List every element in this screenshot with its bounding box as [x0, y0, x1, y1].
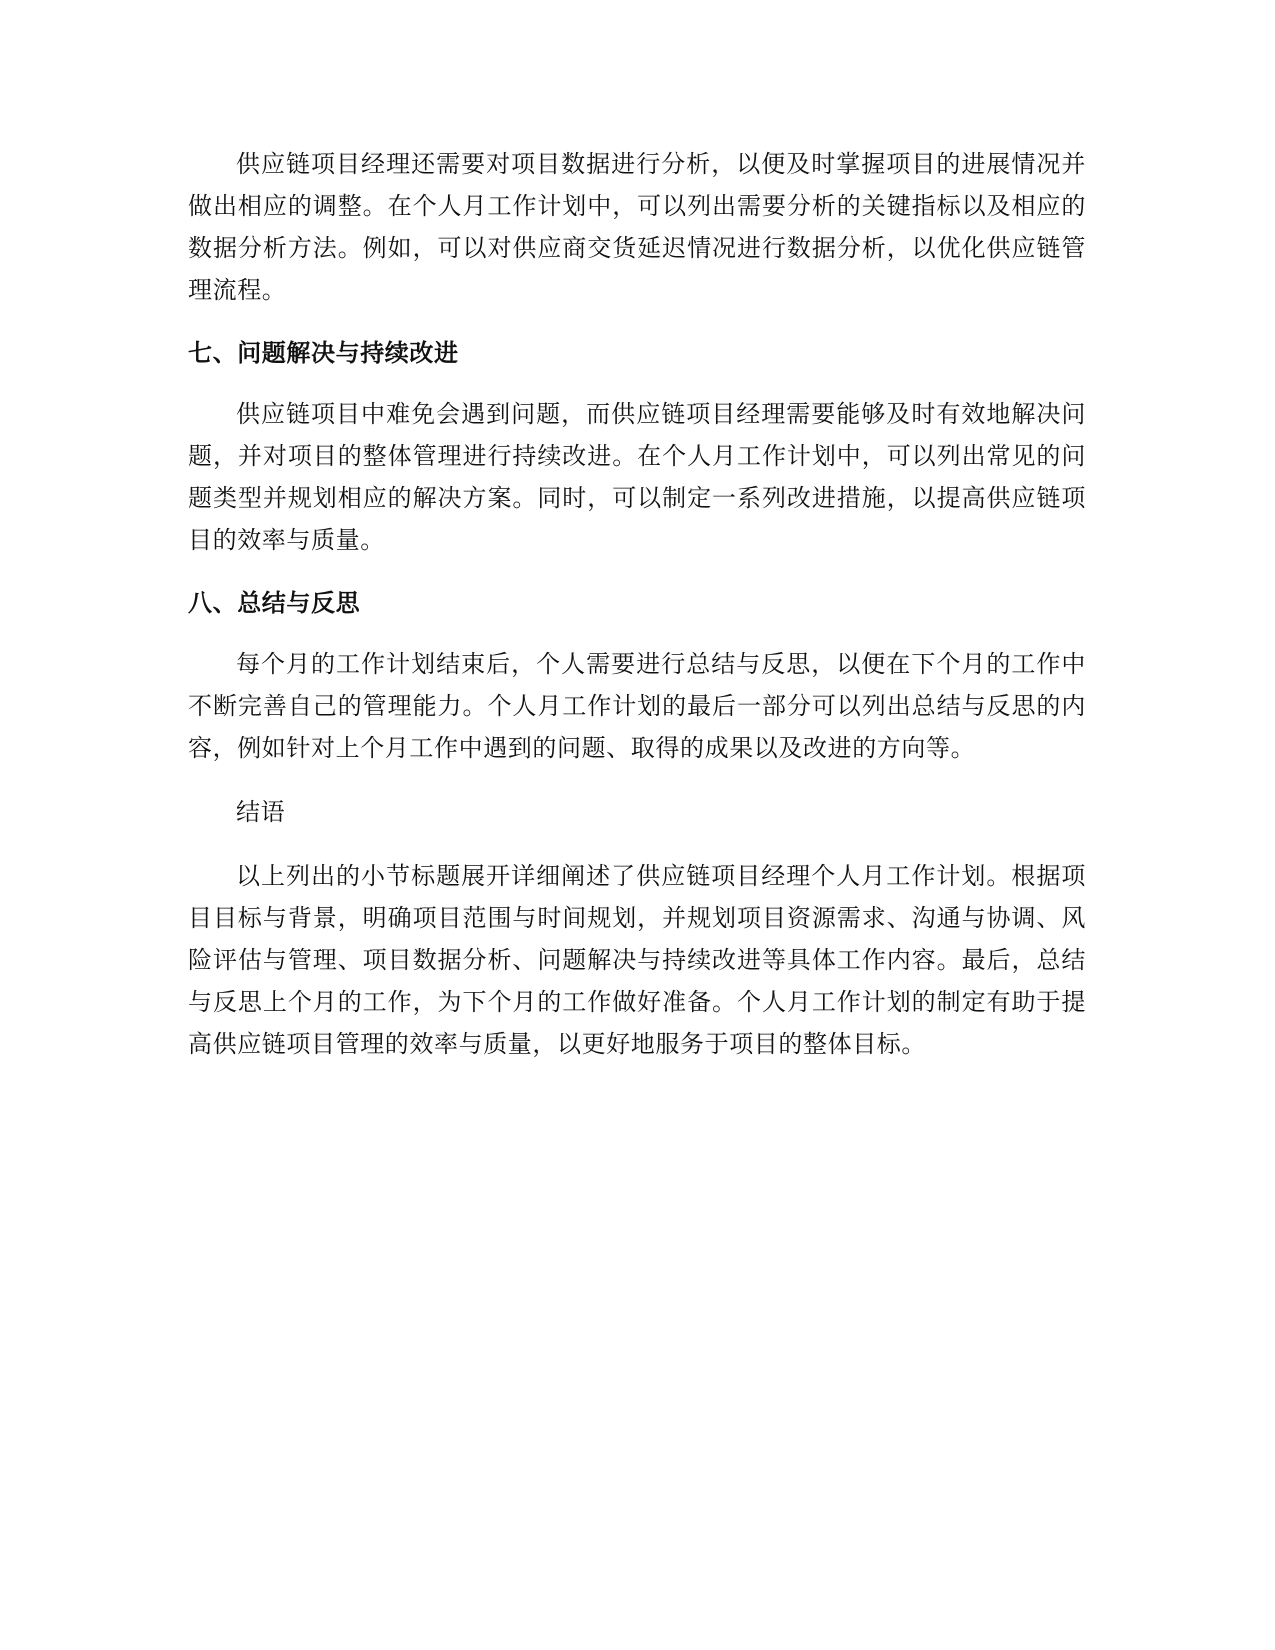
paragraph-problem-solving: 供应链项目中难免会遇到问题，而供应链项目经理需要能够及时有效地解决问题，并对项目的整体管理进行持续改进。在个人月工作计划中，可以列出常见的问题类型并规划相应的解决方案。同时，可以制定一系列改进措施，以提高供应链项目的效率与质量。 [188, 400, 1086, 554]
paragraph-conclusion: 以上列出的小节标题展开详细阐述了供应链项目经理个人月工作计划。根据项目目标与背景，明确项目范围与时间规划，并规划项目资源需求、沟通与协调、风险评估与管理、项目数据分析、问题解决与持续改进等具体工作内容。最后，总结与反思上个月的工作，为下个月的工作做好准备。个人月工作计划的制定有助于提高供应链项目管理的效率与质量，以更好地服务于项目的整体目标。 [188, 862, 1086, 1058]
conclusion-label: 结语 [236, 798, 286, 826]
heading-section-7: 七、问题解决与持续改进 [188, 339, 459, 367]
paragraph-summary-reflection: 每个月的工作计划结束后，个人需要进行总结与反思，以便在下个月的工作中不断完善自己的管理能力。个人月工作计划的最后一部分可以列出总结与反思的内容，例如针对上个月工作中遇到的问题、取得的成果以及改进的方向等。 [188, 650, 1086, 762]
heading-section-8: 八、总结与反思 [188, 589, 361, 617]
paragraph-data-analysis: 供应链项目经理还需要对项目数据进行分析，以便及时掌握项目的进展情况并做出相应的调整。在个人月工作计划中，可以列出需要分析的关键指标以及相应的数据分析方法。例如，可以对供应商交货延迟情况进行数据分析，以优化供应链管理流程。 [188, 150, 1086, 304]
document-page [188, 143, 1086, 1065]
